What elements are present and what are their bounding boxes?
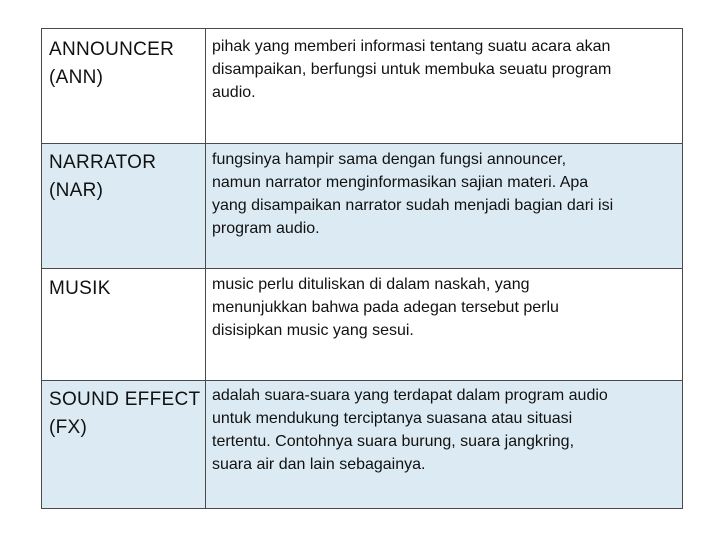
description-cell: fungsinya hampir sama dengan fungsi announcer, namun narrator menginformasikan sajian materi. Apa yang disampaikan narrator sudah menjadi bagian dari isi program audio. xyxy=(206,144,683,269)
term-cell: MUSIK xyxy=(42,269,206,381)
table-row xyxy=(42,381,683,509)
description-cell: music perlu dituliskan di dalam naskah, yang menunjukkan bahwa pada adegan tersebut perlu disisipkan music yang sesui. xyxy=(206,269,683,381)
term-cell: ANNOUNCER (ANN) xyxy=(42,29,206,144)
table-row xyxy=(42,269,683,381)
table-row xyxy=(42,29,683,144)
term-cell: SOUND EFFECT (FX) xyxy=(42,381,206,509)
term-cell: NARRATOR (NAR) xyxy=(42,144,206,269)
table-row xyxy=(42,144,683,269)
description-cell: adalah suara-suara yang terdapat dalam program audio untuk mendukung terciptanya suasana atau situasi tertentu. Contohnya suara burung, suara jangkring, suara air dan lain sebagainya. xyxy=(206,381,683,509)
description-cell: pihak yang memberi informasi tentang suatu acara akan disampaikan, berfungsi untuk membuka seuatu program audio. xyxy=(206,29,683,144)
terms-table xyxy=(41,28,683,509)
